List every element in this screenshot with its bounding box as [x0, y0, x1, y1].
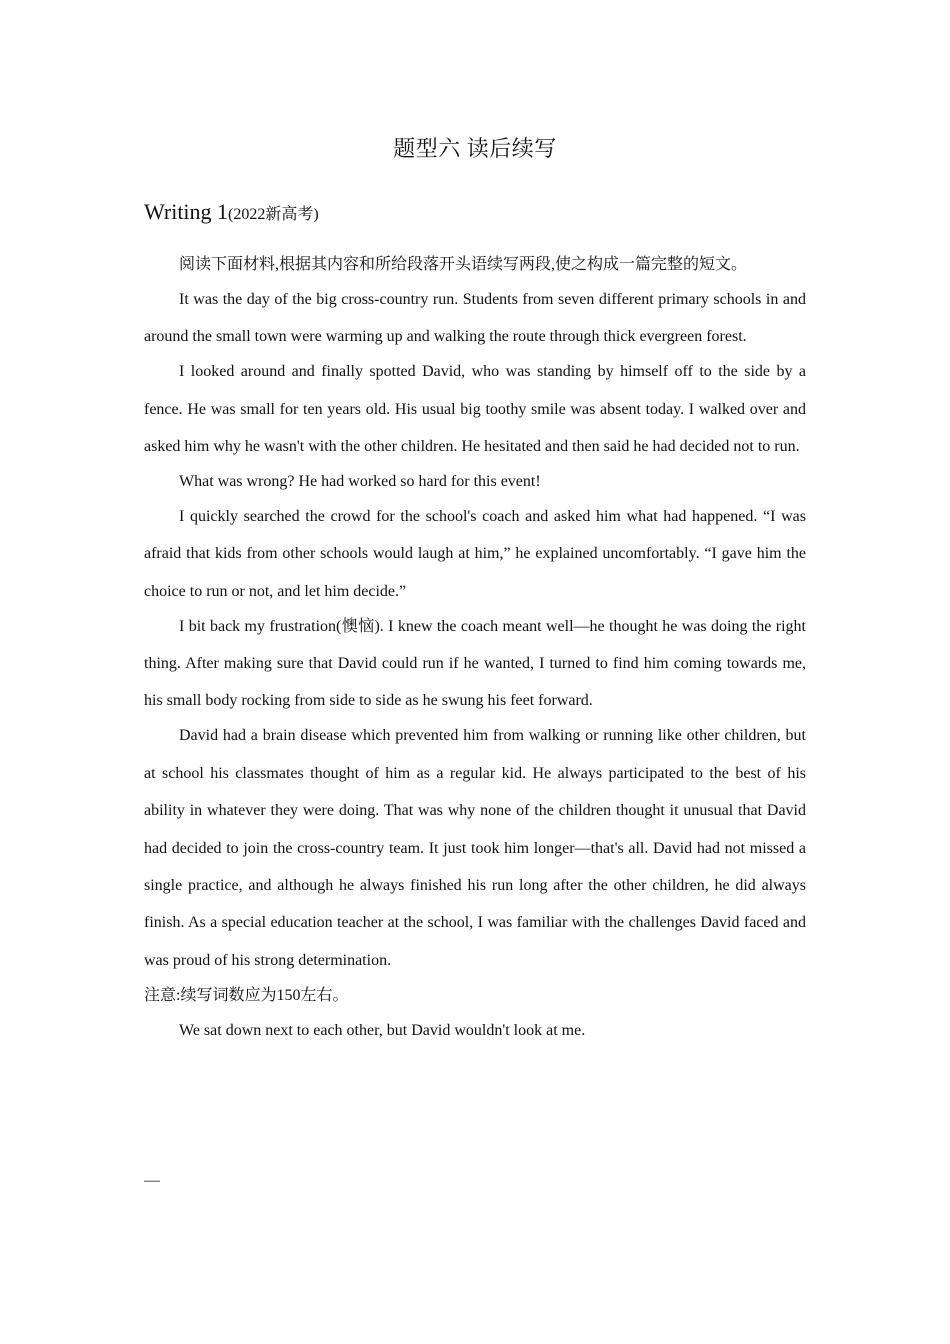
- answer-writing-line: —: [144, 1172, 160, 1189]
- page-title: 题型六 读后续写: [393, 136, 557, 161]
- passage-paragraph-3: What was wrong? He had worked so hard for this event!: [179, 472, 541, 490]
- section-heading-label: Writing 1: [144, 199, 229, 224]
- section-heading: [144, 199, 319, 225]
- passage-paragraph-5: I bit back my frustration(懊恼). I knew the coach meant well—he thought he was doing the right thing. After making sure that David could run if he wanted, I turned to find him coming towards me, his small body rocking from side to side as he swung his feet forward.: [144, 617, 806, 710]
- passage-paragraph-2: I looked around and finally spotted David, who was standing by himself off to the side by a fence. He was small for ten years old. His usual big toothy smile was absent today. I walked over and asked him why he wasn't with the other children. He hesitated and then said he had decided not to run.: [144, 363, 806, 456]
- word-count-notice: 注意:续写词数应为150左右。: [144, 986, 349, 1004]
- continuation-opening: We sat down next to each other, but David wouldn't look at me.: [179, 1021, 586, 1039]
- passage: [144, 246, 806, 1046]
- instruction-text: 阅读下面材料,根据其内容和所给段落开头语续写两段,使之构成一篇完整的短文。: [179, 256, 748, 273]
- passage-paragraph-1: It was the day of the big cross-country run. Students from seven different primary schools in and around the small town were warming up and walking the route through thick evergreen forest.: [144, 290, 806, 346]
- section-source-note: (2022新高考): [228, 206, 319, 223]
- passage-paragraph-4: I quickly searched the crowd for the school's coach and asked him what had happened. “I was afraid that kids from other schools would laugh at him,” he explained uncomfortably. “I gave him the choice to run or not, and let him decide.”: [144, 507, 806, 600]
- passage-paragraph-6: David had a brain disease which prevented him from walking or running like other children, but at school his classmates thought of him as a regular kid. He always participated to the best of his ability in whatever they were doing. That was why none of the children thought it unusual that David had decided to join the cross-country team. It just took him longer—that's all. David had not missed a single practice, and although he always finished his run long after the other children, he did always finish. As a special education teacher at the school, I was familiar with the challenges David faced and was proud of his strong determination.: [144, 727, 806, 969]
